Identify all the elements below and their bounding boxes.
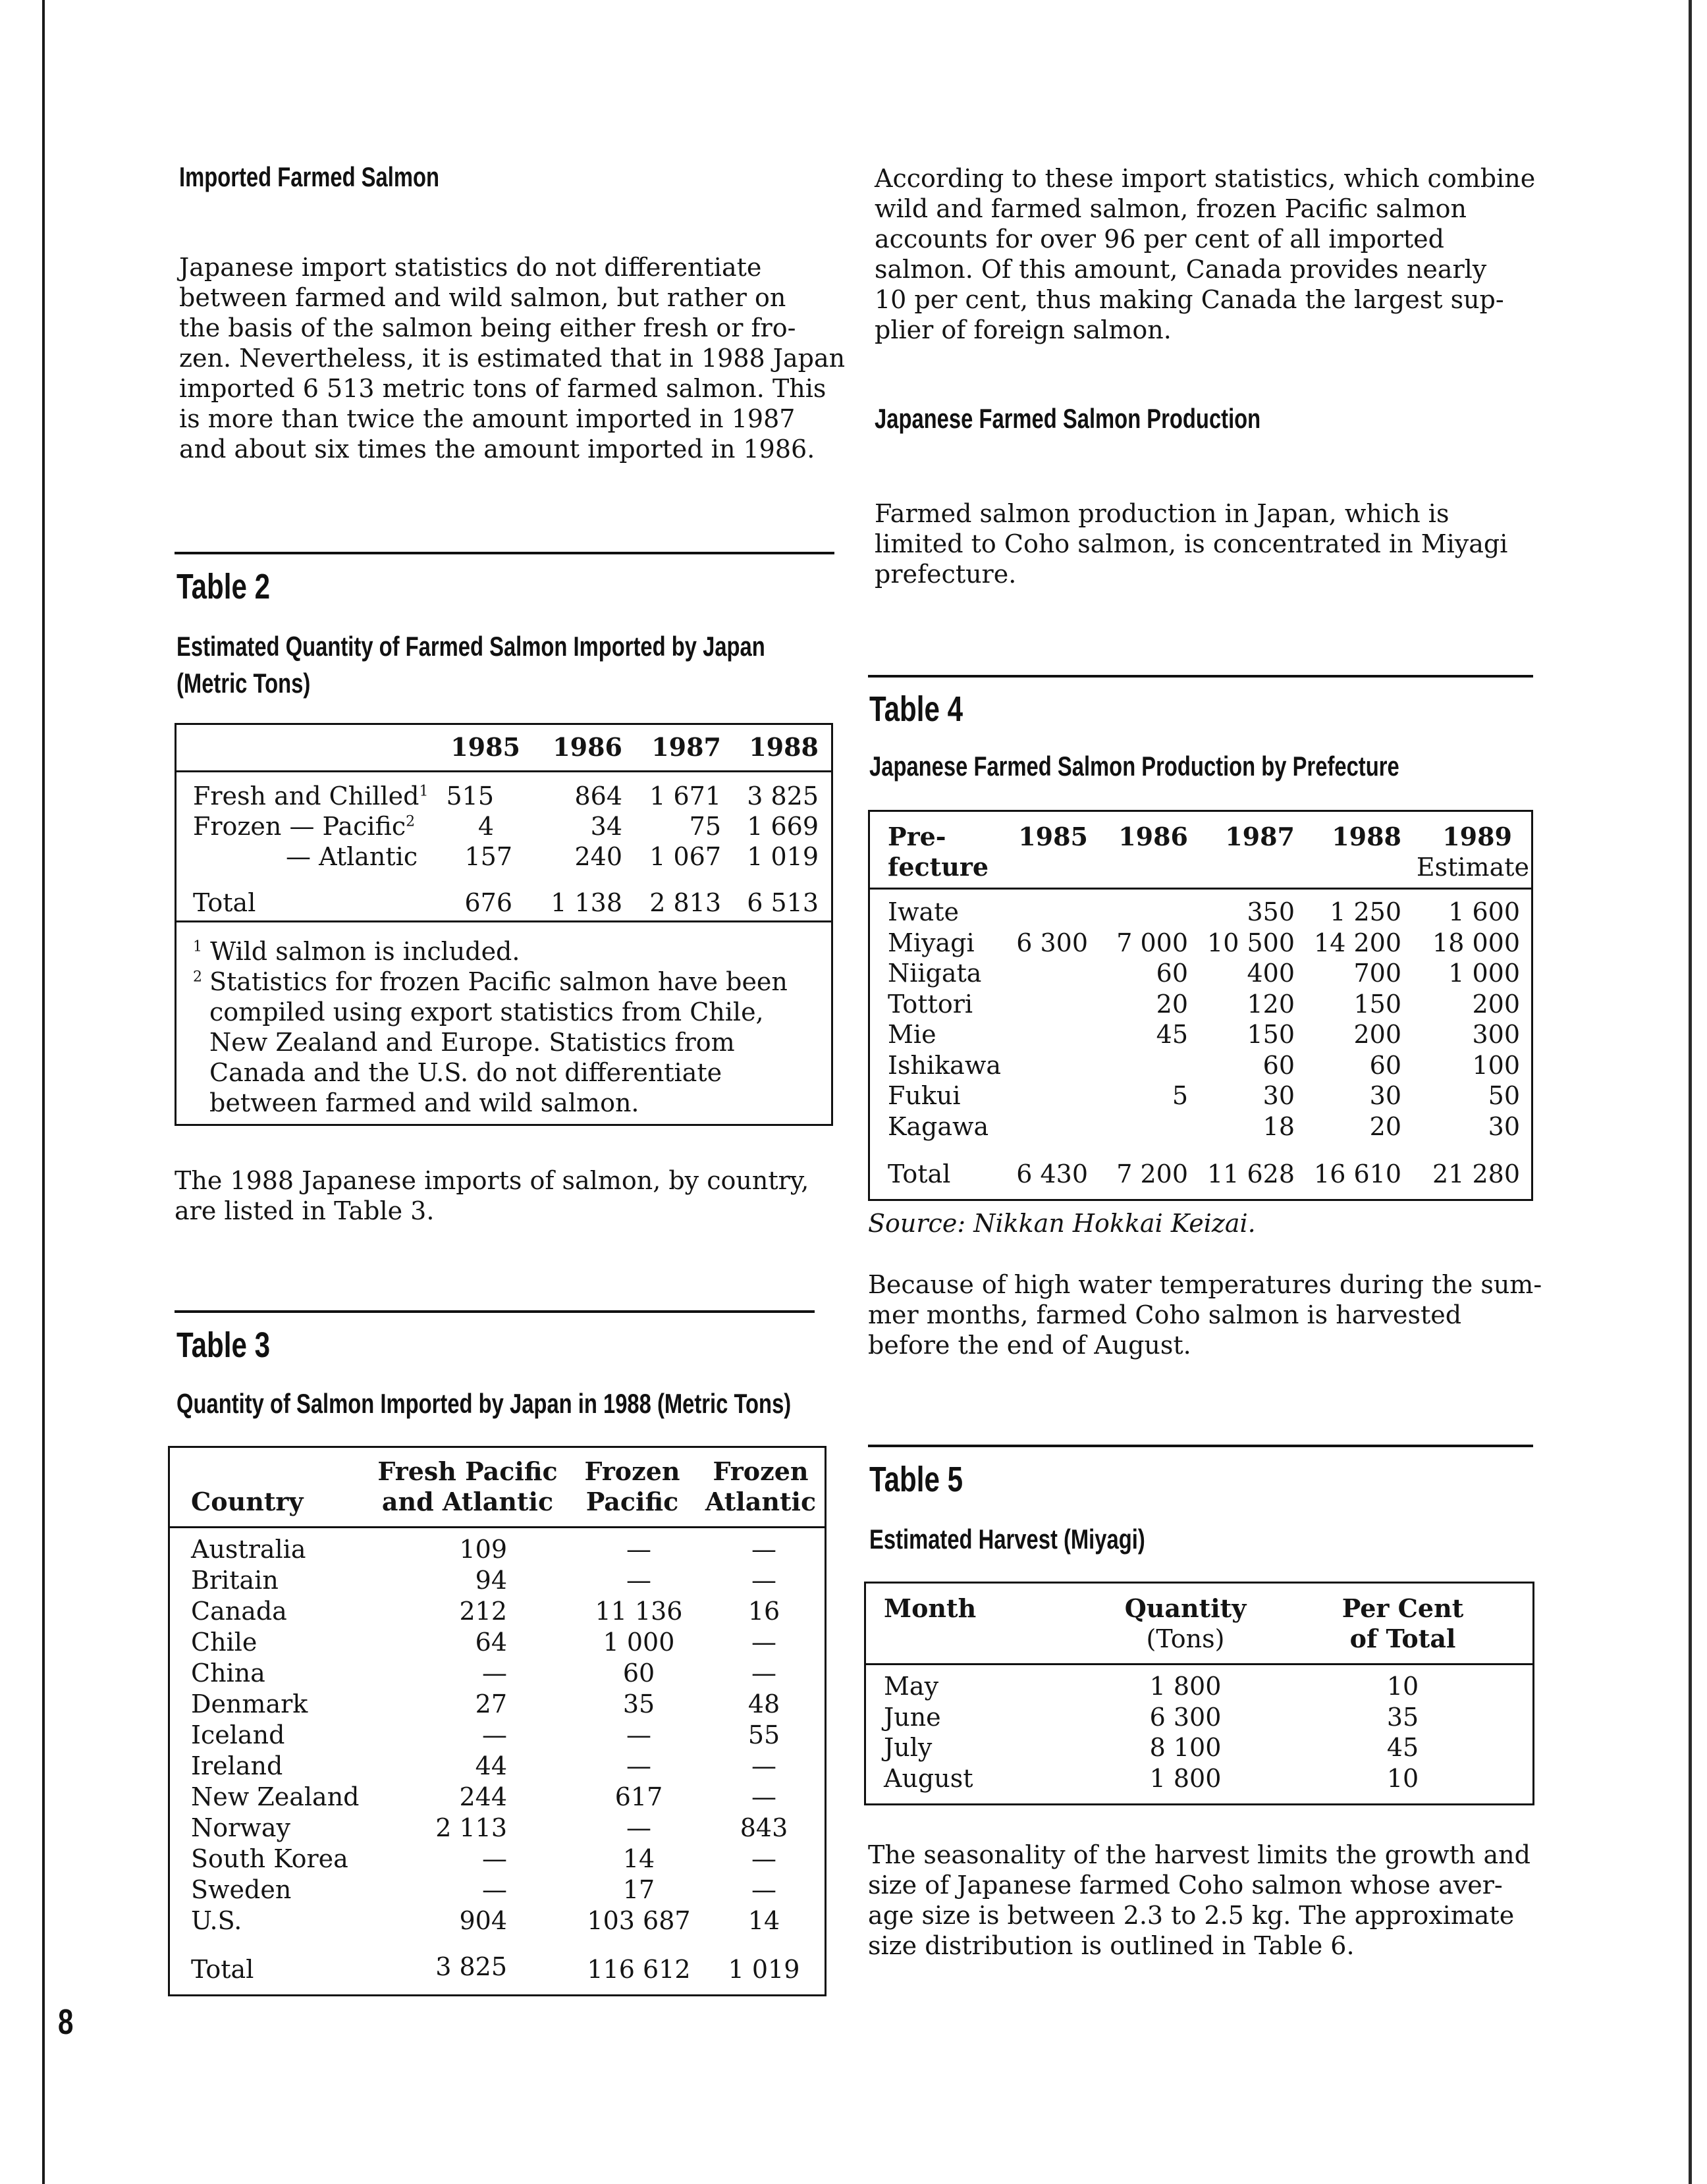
table2-header-1987: 1987	[651, 732, 721, 762]
table3-country: Sweden	[191, 1875, 292, 1904]
table4-total-cell: 6 430	[1016, 1159, 1088, 1188]
table3-cell-frozen-pacific: —	[626, 1566, 651, 1595]
table3-cell-frozen-pacific: —	[626, 1751, 651, 1780]
table2-row-label: — Atlantic	[286, 842, 418, 871]
table3-cell-frozen-pacific: —	[626, 1535, 651, 1564]
table4-header-prefecture: Pre- fecture	[888, 822, 989, 882]
table2-cell: 240	[574, 842, 622, 871]
table3-total-cell: 3 825	[435, 1952, 507, 1981]
table3-header-divider	[169, 1526, 825, 1528]
table4-cell: 60	[1156, 959, 1188, 988]
table5-month: July	[884, 1733, 933, 1762]
table3-cell-frozen-atlantic: —	[751, 1844, 776, 1873]
table4-prefecture: Tottori	[888, 990, 973, 1019]
table5-percent: 10	[1386, 1672, 1419, 1701]
table4-header-year: 1985	[1018, 822, 1088, 851]
table2-footnote-1: $^1$ Wild salmon is included.	[193, 937, 520, 966]
table3-country: Norway	[191, 1813, 290, 1842]
table3-country: Canada	[191, 1597, 287, 1626]
table3-cell-frozen-pacific: 617	[614, 1782, 663, 1811]
table4-cell: 60	[1262, 1051, 1295, 1080]
table4-prefecture: Ishikawa	[888, 1051, 1002, 1080]
table5-percent: 35	[1386, 1703, 1419, 1732]
table3-header-fresh: Fresh Pacific and Atlantic	[377, 1456, 558, 1516]
table4-cell: 14 200	[1314, 928, 1401, 957]
table3-country: Britain	[191, 1566, 279, 1595]
table2-total-cell: 6 513	[747, 888, 819, 917]
table4-cell: 400	[1247, 959, 1295, 988]
table4-cell: 200	[1353, 1020, 1401, 1049]
table5-quantity: 1 800	[1149, 1672, 1222, 1701]
table3-cell-frozen-atlantic: 14	[747, 1906, 780, 1935]
table4-prefecture: Kagawa	[888, 1112, 989, 1141]
table2-cell: 864	[574, 782, 622, 811]
table4-cell: 100	[1472, 1051, 1520, 1080]
table3-cell-frozen-pacific: 14	[622, 1844, 655, 1873]
table2-rule	[175, 552, 834, 554]
table3-caption: Quantity of Salmon Imported by Japan in 1988 (Metric Tons)	[176, 1388, 792, 1419]
table2-cell: 515	[446, 782, 494, 811]
table4-source: Source: Nikkan Hokkai Keizai.	[868, 1209, 1256, 1238]
table2-cell: 75	[689, 812, 721, 841]
page-edge-right	[1689, 0, 1692, 2184]
table5-header-month: Month	[884, 1593, 977, 1623]
table3-cell-fresh: 44	[475, 1751, 507, 1780]
table3-header-frozen-pacific: Frozen Pacific	[584, 1456, 680, 1516]
table4-cell: 300	[1472, 1020, 1520, 1049]
table4-header-year: 1989	[1442, 822, 1512, 851]
table3-cell-frozen-pacific: 35	[622, 1690, 655, 1718]
table3-cell-fresh: 27	[475, 1690, 507, 1718]
table3-cell-frozen-atlantic: 16	[747, 1597, 780, 1626]
table2-cell: 1 671	[649, 782, 721, 811]
table3-cell-fresh: —	[482, 1875, 507, 1904]
table4-total-cell: 16 610	[1314, 1159, 1401, 1188]
table2-caption: Estimated Quantity of Farmed Salmon Imported by Japan (Metric Tons)	[176, 631, 765, 699]
table4-cell: 7 000	[1116, 928, 1188, 957]
table5-header-percent: Per Cent of Total	[1341, 1593, 1464, 1653]
table2-row-label: Fresh and Chilled$^1$	[193, 782, 429, 811]
table3-cell-frozen-atlantic: 48	[747, 1690, 780, 1718]
table2-total-cell: 1 138	[551, 888, 622, 917]
table3-cell-fresh: 94	[475, 1566, 507, 1595]
table4-prefecture: Fukui	[888, 1081, 961, 1110]
table2-total-divider	[176, 920, 832, 922]
table5-quantity: 8 100	[1149, 1733, 1222, 1762]
table4-header-year: 1987	[1225, 822, 1295, 851]
table2-total-label: Total	[193, 888, 256, 917]
production-heading: Japanese Farmed Salmon Production	[875, 403, 1261, 434]
page-number: 8	[58, 2002, 74, 2042]
table5-month: June	[884, 1703, 941, 1732]
table5-month: August	[884, 1764, 973, 1793]
table3-cell-fresh: —	[482, 1844, 507, 1873]
table3-cell-frozen-atlantic: —	[751, 1875, 776, 1904]
table2-row-label: Frozen — Pacific$^2$	[193, 812, 416, 841]
table5-caption: Estimated Harvest (Miyagi)	[869, 1524, 1145, 1555]
table2-total-cell: 2 813	[649, 888, 721, 917]
production-paragraph: Farmed salmon production in Japan, which is limited to Coho salmon, is concentrated in Miyagi prefecture.	[875, 499, 1508, 589]
table5-quantity: 1 800	[1149, 1764, 1222, 1793]
table4-rule	[868, 675, 1533, 678]
table5-label: Table 5	[869, 1460, 963, 1499]
table3-cell-frozen-pacific: —	[626, 1720, 651, 1749]
table3-total-label: Total	[191, 1955, 254, 1984]
table2-cell: 3 825	[747, 782, 819, 811]
table3-country: China	[191, 1659, 265, 1688]
table4-cell: 30	[1488, 1112, 1520, 1141]
table4-header-divider	[869, 888, 1532, 890]
table3-header-frozen-atlantic: Frozen Atlantic	[705, 1456, 817, 1516]
table2-cell: 1 019	[747, 842, 819, 871]
table5-header-divider	[865, 1663, 1533, 1665]
table3-total-cell: 116 612	[587, 1955, 691, 1984]
table4-cell: 5	[1172, 1081, 1188, 1110]
import-statistics-paragraph: According to these import statistics, which combine wild and farmed salmon, frozen Pacific salmon accounts for over 96 per cent of all imported salmon. Of this amount, Canada provides nearly 10 per cent, thus making Canada the largest sup- plier of foreign salmon.	[875, 164, 1536, 344]
table4-cell: 150	[1247, 1020, 1295, 1049]
table4-cell: 20	[1156, 990, 1188, 1019]
table2-cell: 1 669	[747, 812, 819, 841]
table3-total-cell: 1 019	[728, 1955, 800, 1984]
table3-cell-frozen-atlantic: —	[751, 1566, 776, 1595]
table3-cell-fresh: 109	[459, 1535, 507, 1564]
table4-cell: 1 250	[1330, 897, 1401, 926]
table5-month: May	[884, 1672, 939, 1701]
table4-cell: 150	[1353, 990, 1401, 1019]
table4-cell: 30	[1369, 1081, 1401, 1110]
table4-prefecture: Niigata	[888, 959, 982, 988]
table3-cell-fresh: 244	[459, 1782, 507, 1811]
table4-prefecture: Miyagi	[888, 928, 975, 957]
table3-intro-paragraph: The 1988 Japanese imports of salmon, by country, are listed in Table 3.	[175, 1166, 809, 1225]
table4-total-cell: 11 628	[1207, 1159, 1295, 1188]
table4-header-year: 1986	[1118, 822, 1188, 851]
table4-cell: 20	[1369, 1112, 1401, 1141]
table5-percent: 45	[1386, 1733, 1419, 1762]
table3-cell-frozen-atlantic: —	[751, 1782, 776, 1811]
table4-cell: 60	[1369, 1051, 1401, 1080]
table3-country: New Zealand	[191, 1782, 360, 1811]
table3-country: Denmark	[191, 1690, 308, 1718]
table4-cell: 10 500	[1207, 928, 1295, 957]
table3-country: Ireland	[191, 1751, 283, 1780]
table4-cell: 50	[1488, 1081, 1520, 1110]
table4-prefecture: Iwate	[888, 897, 959, 926]
table2-header-divider	[176, 770, 832, 772]
table3-country: Iceland	[191, 1720, 285, 1749]
table3-cell-frozen-atlantic: —	[751, 1751, 776, 1780]
table4-prefecture: Mie	[888, 1020, 936, 1049]
table3-country: South Korea	[191, 1844, 348, 1873]
table5-rule	[868, 1445, 1533, 1447]
table4-cell: 700	[1353, 959, 1401, 988]
table4-cell: 30	[1262, 1081, 1295, 1110]
table2-cell: 1 067	[649, 842, 721, 871]
table4-cell: 18	[1262, 1112, 1295, 1141]
table4-cell: 1 000	[1448, 959, 1520, 988]
table3-cell-frozen-pacific: 1 000	[603, 1628, 675, 1657]
table3-cell-frozen-atlantic: —	[751, 1535, 776, 1564]
table2-cell: 4	[477, 812, 494, 841]
imported-farmed-salmon-heading: Imported Farmed Salmon	[179, 161, 440, 192]
table3-cell-frozen-atlantic: —	[751, 1659, 776, 1688]
table4-total-cell: 7 200	[1116, 1159, 1188, 1188]
table4-cell: 45	[1156, 1020, 1188, 1049]
table4-total-cell: 21 280	[1432, 1159, 1520, 1188]
table3-cell-fresh: 212	[459, 1597, 507, 1626]
table3-country: Australia	[191, 1535, 306, 1564]
table2-label: Table 2	[176, 567, 271, 606]
table3-cell-frozen-atlantic: 843	[740, 1813, 788, 1842]
seasonality-paragraph: The seasonality of the harvest limits the growth and size of Japanese farmed Coho salmon whose aver- age size is between 2.3 to 2.5 kg. The approximate size distribution is outlined in Table 6.	[868, 1840, 1531, 1960]
table3-cell-frozen-pacific: 60	[622, 1659, 655, 1688]
table3-rule	[175, 1310, 815, 1313]
table2-header-1985: 1985	[450, 732, 520, 762]
table2-header-1988: 1988	[749, 732, 819, 762]
table3-header-country: Country	[191, 1487, 304, 1516]
table3-cell-frozen-atlantic: —	[751, 1628, 776, 1657]
table5-quantity: 6 300	[1149, 1703, 1222, 1732]
table3-cell-frozen-pacific: 17	[622, 1875, 655, 1904]
table4-label: Table 4	[869, 689, 963, 729]
table3-country: U.S.	[191, 1906, 242, 1935]
table2-header-1986: 1986	[553, 732, 622, 762]
water-temperature-paragraph: Because of high water temperatures during the sum- mer months, farmed Coho salmon is harvested before the end of August.	[868, 1270, 1542, 1360]
table2-total-cell: 676	[464, 888, 512, 917]
table4-cell: 350	[1247, 897, 1295, 926]
table3-country: Chile	[191, 1628, 257, 1657]
table4-cell: 6 300	[1016, 928, 1088, 957]
table5-header-quantity: Quantity (Tons)	[1124, 1593, 1247, 1653]
table3-cell-frozen-pacific: 103 687	[587, 1906, 691, 1935]
table3-cell-frozen-atlantic: 55	[747, 1720, 780, 1749]
table2-cell: 157	[464, 842, 512, 871]
table3-cell-frozen-pacific: 11 136	[595, 1597, 683, 1626]
table2-footnote-2-num: 2	[193, 969, 202, 986]
table3-cell-fresh: 64	[475, 1628, 507, 1657]
table4-cell: 1 600	[1448, 897, 1520, 926]
table3-cell-fresh: —	[482, 1659, 507, 1688]
table2-footnote-2: Statistics for frozen Pacific salmon have been compiled using export statistics from Chile, New Zealand and Europe. Statistics from Canada and the U.S. do not differentiate between farmed and wild salmon.	[209, 967, 788, 1117]
table3-cell-fresh: —	[482, 1720, 507, 1749]
page-edge-left	[42, 0, 45, 2184]
table4-cell: 18 000	[1432, 928, 1520, 957]
table2-cell: 34	[590, 812, 622, 841]
table4-caption: Japanese Farmed Salmon Production by Prefecture	[869, 751, 1399, 782]
table4-cell: 120	[1247, 990, 1295, 1019]
table4-header-year: 1988	[1332, 822, 1401, 851]
table3-cell-fresh: 904	[459, 1906, 507, 1935]
imported-paragraph: Japanese import statistics do not differentiate between farmed and wild salmon, but rather on the basis of the salmon being either fresh or fro- zen. Nevertheless, it is estimated that in 1988 Japan imported 6 513 metric tons of farmed salmon. This is more than twice the amount imported in 1987 and about six times the amount imported in 1986.	[179, 253, 846, 464]
table3-cell-fresh: 2 113	[435, 1813, 507, 1842]
table4-header-estimate: Estimate	[1416, 853, 1529, 882]
table4-total-label: Total	[888, 1159, 951, 1188]
table3-cell-frozen-pacific: —	[626, 1813, 651, 1842]
table3-label: Table 3	[176, 1325, 271, 1365]
table4-cell: 200	[1472, 990, 1520, 1019]
table5-percent: 10	[1386, 1764, 1419, 1793]
